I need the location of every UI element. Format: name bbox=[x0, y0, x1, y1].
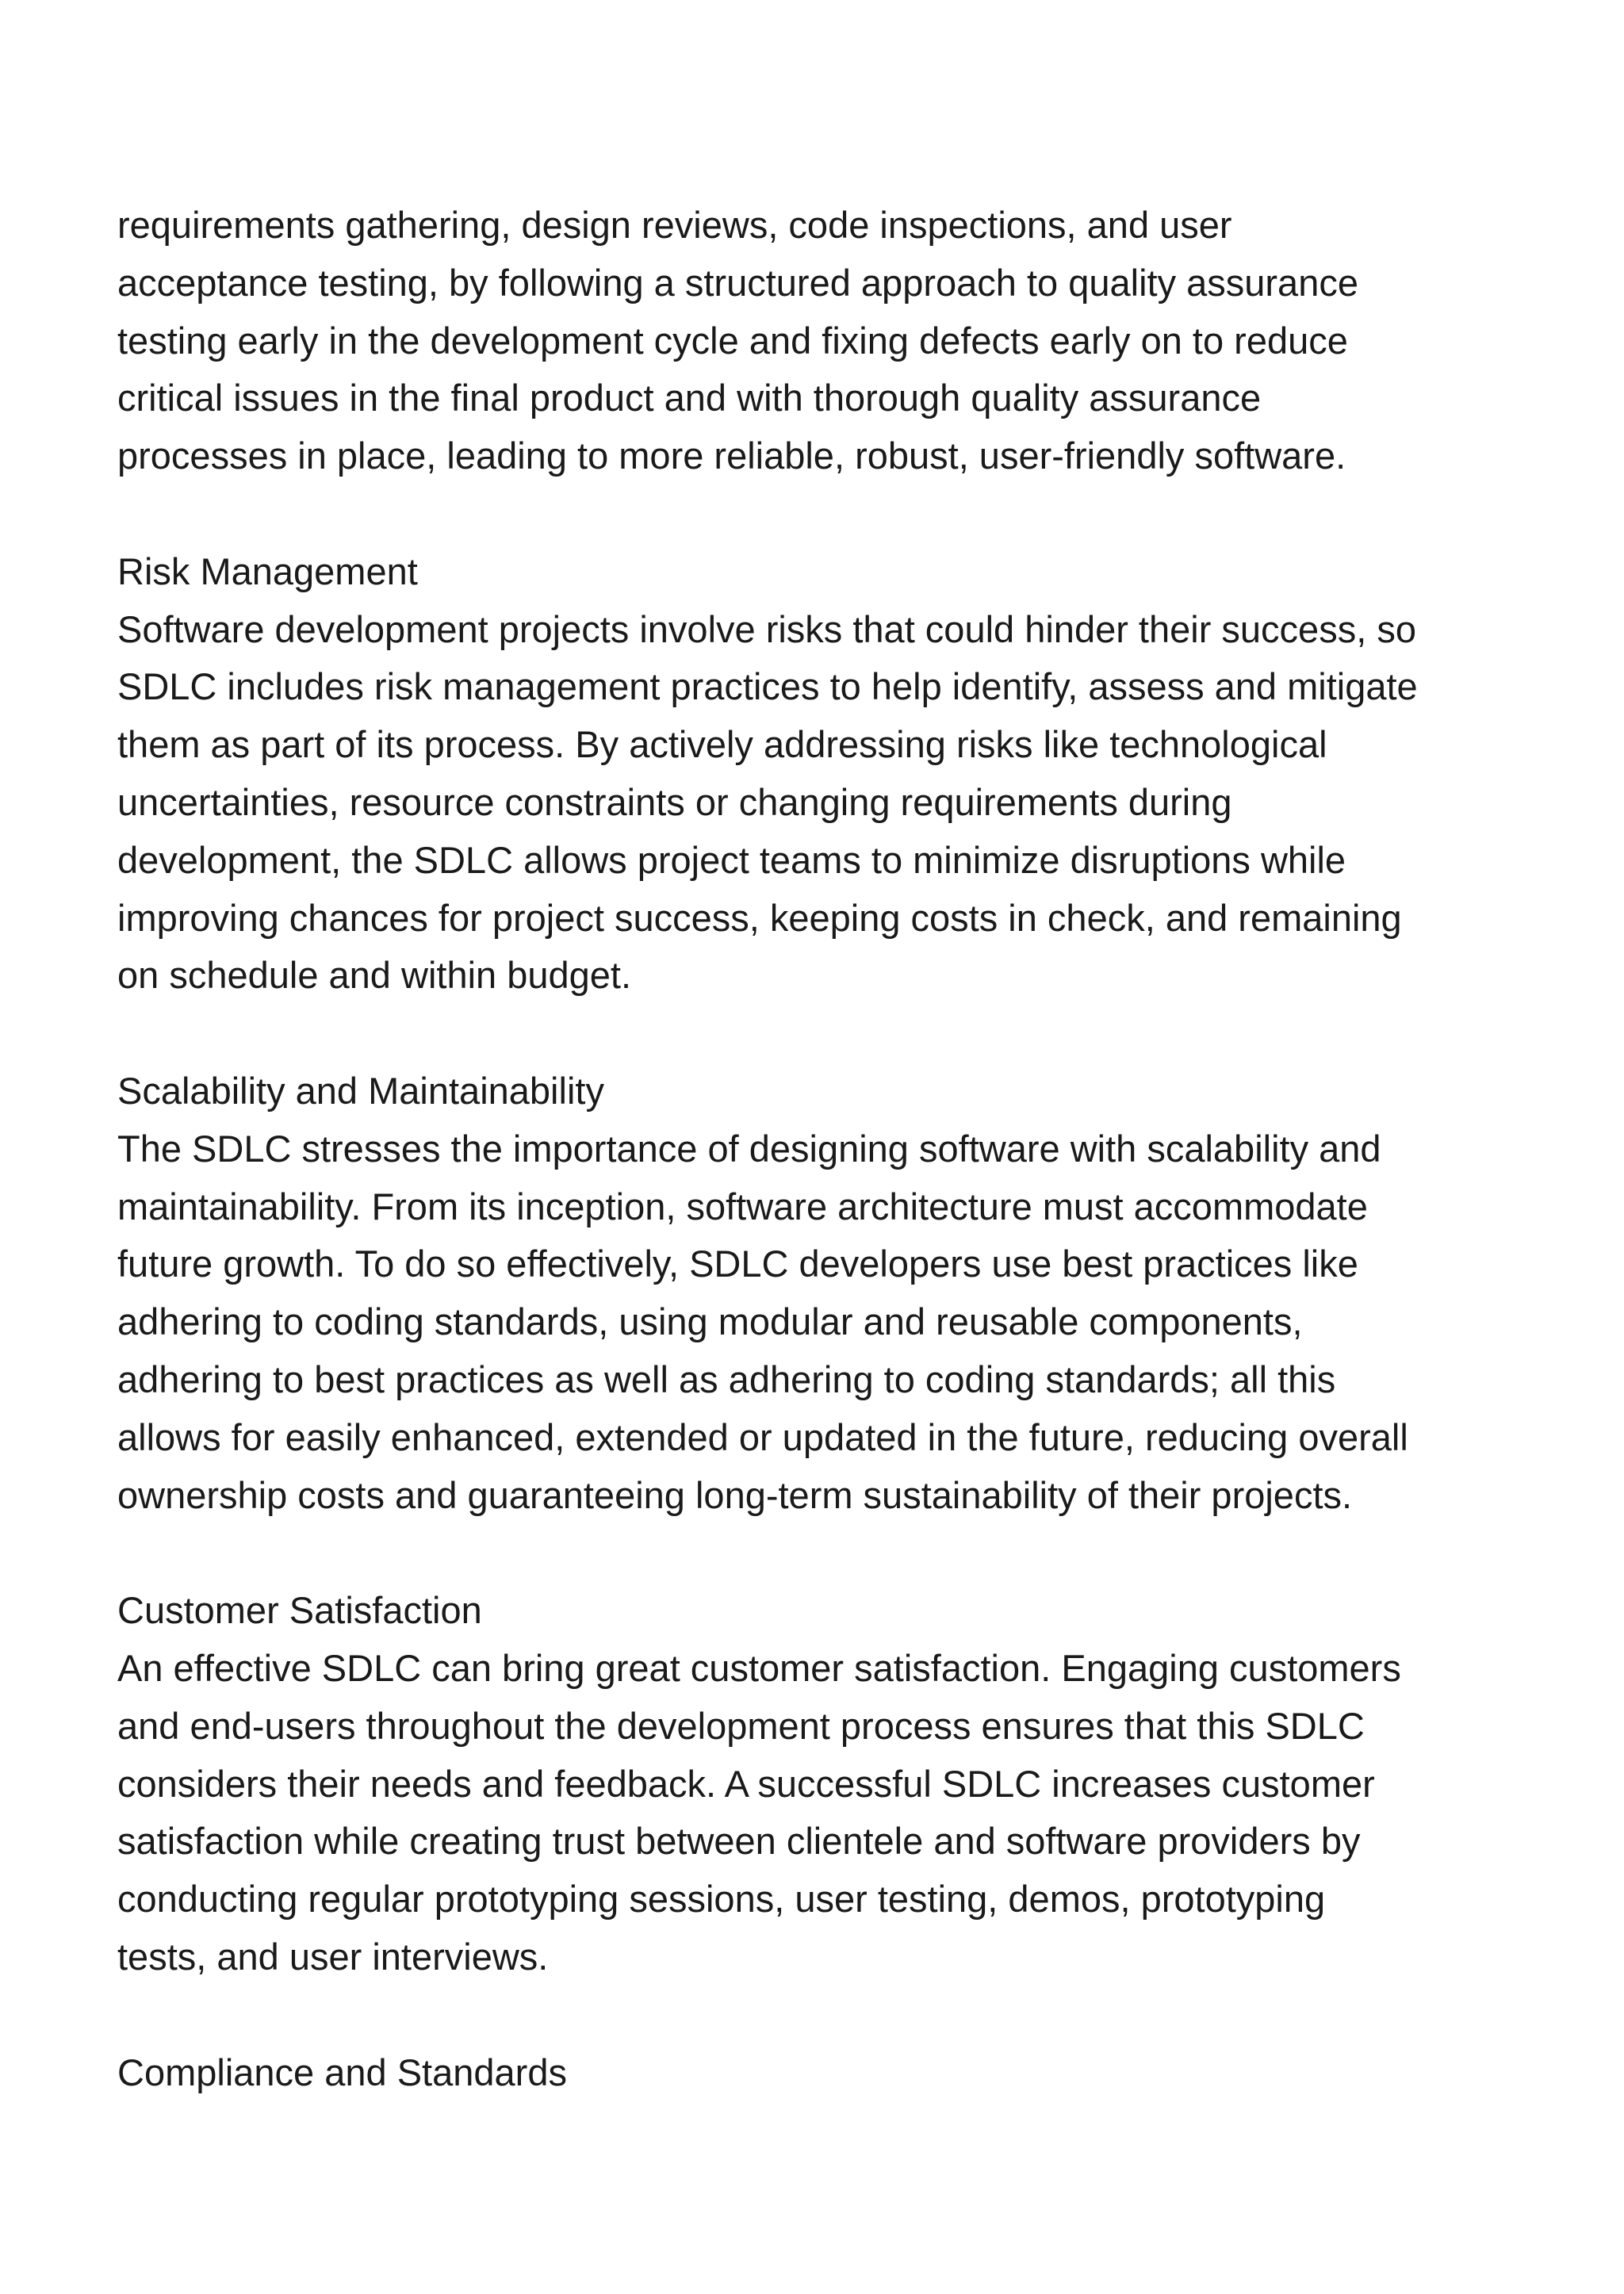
text-line: satisfaction while creating trust between clientele and software providers by bbox=[117, 1820, 1361, 1863]
text-line: allows for easily enhanced, extended or updated in the future, reducing overall bbox=[117, 1415, 1408, 1458]
text-line: development, the SDLC allows project teams to minimize disruptions while bbox=[117, 838, 1346, 881]
text-line: future growth. To do so effectively, SDLC developers use best practices like bbox=[117, 1243, 1358, 1285]
section-heading: Customer Satisfaction bbox=[117, 1589, 482, 1632]
text-line: and end-users throughout the development process ensures that this SDLC bbox=[117, 1704, 1365, 1747]
text-line: requirements gathering, design reviews, code inspections, and user bbox=[117, 204, 1232, 246]
section-risk-management bbox=[117, 543, 1529, 1005]
text-line: tests, and user interviews. bbox=[117, 1935, 549, 1978]
text-line: acceptance testing, by following a structured approach to quality assurance bbox=[117, 261, 1358, 304]
text-line: considers their needs and feedback. A successful SDLC increases customer bbox=[117, 1762, 1375, 1805]
text-line: critical issues in the final product and with thorough quality assurance bbox=[117, 377, 1262, 419]
paragraph-gap bbox=[117, 1005, 1529, 1063]
section-heading: Risk Management bbox=[117, 550, 418, 592]
section-heading: Scalability and Maintainability bbox=[117, 1069, 604, 1112]
text-line: maintainability. From its inception, software architecture must accommodate bbox=[117, 1185, 1368, 1227]
text-line: conducting regular prototyping sessions, user testing, demos, prototyping bbox=[117, 1878, 1326, 1921]
text-line: them as part of its process. By actively addressing risks like technological bbox=[117, 723, 1327, 766]
text-line: uncertainties, resource constraints or changing requirements during bbox=[117, 780, 1232, 823]
text-line: on schedule and within budget. bbox=[117, 954, 632, 997]
paragraph-gap bbox=[117, 1524, 1529, 1582]
document-body bbox=[117, 197, 1529, 2101]
section-heading: Compliance and Standards bbox=[117, 2051, 567, 2093]
text-line: processes in place, leading to more reliable, robust, user-friendly software. bbox=[117, 435, 1346, 477]
text-line: An effective SDLC can bring great customer satisfaction. Engaging customers bbox=[117, 1646, 1401, 1689]
paragraph-gap bbox=[117, 1986, 1529, 2044]
text-line: adhering to coding standards, using modular and reusable components, bbox=[117, 1300, 1303, 1343]
text-line: adhering to best practices as well as adhering to coding standards; all this bbox=[117, 1358, 1336, 1400]
paragraph-gap bbox=[117, 485, 1529, 543]
text-line: Software development projects involve risks that could hinder their success, so bbox=[117, 607, 1416, 650]
paragraph-continuation bbox=[117, 197, 1529, 485]
text-line: The SDLC stresses the importance of designing software with scalability and bbox=[117, 1127, 1381, 1170]
section-scalability-maintainability bbox=[117, 1063, 1529, 1524]
text-line: testing early in the development cycle and fixing defects early on to reduce bbox=[117, 319, 1348, 362]
text-line: improving chances for project success, keeping costs in check, and remaining bbox=[117, 896, 1402, 939]
text-line: ownership costs and guaranteeing long-term sustainability of their projects. bbox=[117, 1473, 1353, 1516]
section-customer-satisfaction bbox=[117, 1582, 1529, 1986]
text-line: SDLC includes risk management practices to help identify, assess and mitigate bbox=[117, 665, 1418, 708]
section-compliance-standards bbox=[117, 2044, 1529, 2102]
